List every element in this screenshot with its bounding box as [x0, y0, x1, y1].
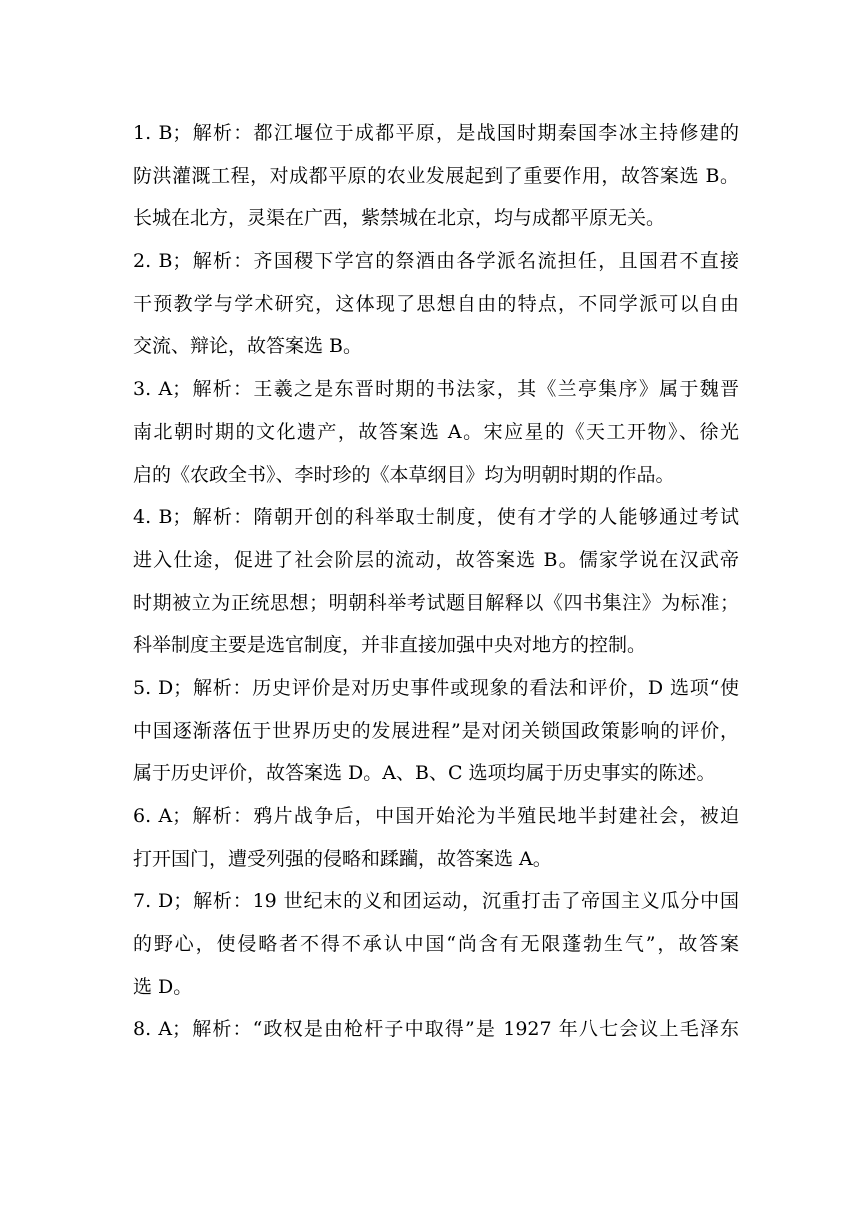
answer-3-line-1: 3. A；解析：王羲之是东晋时期的书法家，其《兰亭集序》属于魏晋 [133, 378, 739, 401]
answer-1-line-3: 长城在北方，灵渠在广西，紫禁城在北京，均与成都平原无关。 [133, 207, 666, 230]
answer-7-line-3: 选 D。 [133, 975, 193, 998]
answer-3-line-3: 启的《农政全书》、李时珍的《本草纲目》均为明朝时期的作品。 [133, 463, 675, 486]
answer-1-line-1: 1. B；解析：都江堰位于成都平原，是战国时期秦国李冰主持修建的 [133, 122, 739, 144]
answer-item-3 [133, 368, 739, 496]
answer-2-line-1: 2. B；解析：齐国稷下学宫的祭酒由各学派名流担任，且国君不直接 [133, 250, 739, 273]
answer-item-6 [133, 795, 739, 880]
answer-4-line-2: 进入仕途，促进了社会阶层的流动，故答案选 B。儒家学说在汉武帝 [133, 548, 739, 571]
answer-3-line-2: 南北朝时期的文化遗产，故答案选 A。宋应星的《天工开物》、徐光 [133, 420, 739, 443]
answer-item-5 [133, 667, 739, 795]
answer-5-line-1: 5. D；解析：历史评价是对历史事件或现象的看法和评价，D 选项“使 [133, 676, 739, 699]
answer-4-line-1: 4. B；解析：隋朝开创的科举取士制度，使有才学的人能够通过考试 [133, 506, 739, 529]
answer-2-line-2: 干预教学与学术研究，这体现了思想自由的特点，不同学派可以自由 [133, 292, 739, 315]
answer-item-1 [133, 112, 739, 240]
answer-4-line-3: 时期被立为正统思想；明朝科举考试题目解释以《四书集注》为标准； [133, 591, 739, 614]
answer-item-2 [133, 240, 739, 368]
answer-6-line-2: 打开国门，遭受列强的侵略和蹂躏，故答案选 A。 [133, 847, 552, 870]
answer-4-line-4: 科举制度主要是选官制度，并非直接加强中央对地方的控制。 [133, 634, 647, 657]
answer-7-line-1: 7. D；解析：19 世纪末的义和团运动，沉重打击了帝国主义瓜分中国 [133, 890, 739, 913]
answer-1-line-2: 防洪灌溉工程，对成都平原的农业发展起到了重要作用，故答案选 B。 [133, 164, 739, 187]
answer-5-line-3: 属于历史评价，故答案选 D。A、B、C 选项均属于历史事实的陈述。 [133, 762, 716, 785]
answer-5-line-2: 中国逐渐落伍于世界历史的发展进程”是对闭关锁国政策影响的评价， [133, 719, 739, 742]
answer-item-4 [133, 496, 739, 667]
answer-2-line-3: 交流、辩论，故答案选 B。 [133, 335, 363, 358]
answer-item-7 [133, 880, 739, 1008]
answer-6-line-1: 6. A；解析：鸦片战争后，中国开始沦为半殖民地半封建社会，被迫 [133, 805, 739, 827]
answer-7-line-2: 的野心，使侵略者不得不承认中国“尚含有无限蓬勃生气”，故答案 [133, 933, 739, 956]
answer-8-line-1: 8. A；解析：“政权是由枪杆子中取得”是 1927 年八七会议上毛泽东 [133, 1018, 739, 1041]
answer-item-8 [133, 1008, 739, 1051]
answer-list [133, 112, 739, 1051]
